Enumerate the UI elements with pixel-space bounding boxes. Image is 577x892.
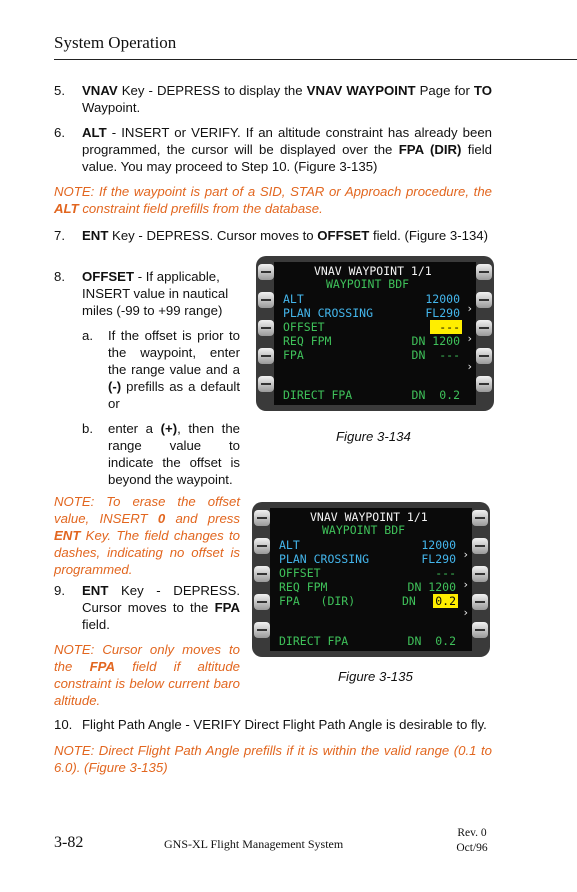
header-rule: [54, 59, 577, 60]
alt-label: ALT: [279, 538, 300, 552]
step-number: 10.: [54, 717, 73, 732]
fpa-dir-label: FPA (DIR): [279, 594, 356, 608]
chevron-right-icon: ›: [462, 548, 469, 561]
chevron-right-icon: ›: [466, 360, 473, 373]
fms-display-fig134: [256, 256, 494, 411]
note-erase-offset: NOTE: To erase the offset value, INSERT 0 and press ENT Key. The field changes to dashes, indicating no offset is programmed.: [54, 494, 240, 577]
revision-date: Oct/96: [456, 842, 488, 854]
note-dfpa-prefill: NOTE: Direct Flight Path Angle prefills if it is within the valid range (0.1 to 6.0). (Figure 3-135): [54, 743, 492, 775]
line-select-key[interactable]: [476, 348, 492, 364]
line-select-key[interactable]: [472, 594, 488, 610]
sub-letter: b.: [82, 421, 93, 436]
step-text: ENT Key - DEPRESS. Cursor moves to the FPA field.: [82, 583, 240, 632]
offset-label: OFFSET: [283, 320, 325, 334]
revision-info: [450, 826, 494, 856]
fms-display-fig135: [252, 502, 490, 657]
figure-caption-134: Figure 3-134: [336, 429, 411, 444]
page-subtitle: WAYPOINT BDF: [326, 277, 410, 291]
chevron-right-icon: ›: [462, 606, 469, 619]
step-number: 5.: [54, 83, 65, 98]
direct-fpa-value: DN 0.2: [411, 388, 460, 402]
document-title: GNS-XL Flight Management System: [164, 837, 344, 851]
offset-value-cursor[interactable]: ---: [430, 320, 462, 334]
line-select-key[interactable]: [254, 510, 270, 526]
revision: Rev. 0: [457, 827, 487, 839]
line-select-key[interactable]: [258, 376, 274, 392]
plan-crossing-value: FL290: [425, 306, 460, 320]
line-select-key[interactable]: [258, 320, 274, 336]
line-select-key[interactable]: [254, 622, 270, 638]
alt-label: ALT: [283, 292, 304, 306]
chevron-right-icon: ›: [462, 578, 469, 591]
line-select-key[interactable]: [258, 348, 274, 364]
fpa-direction: DN: [402, 594, 416, 608]
page-number: 3-82: [54, 834, 84, 851]
plan-crossing-label: PLAN CROSSING: [283, 306, 374, 320]
page-subtitle: WAYPOINT BDF: [322, 523, 406, 537]
step-number: 8.: [54, 269, 65, 284]
fpa-label: FPA: [283, 348, 304, 362]
offset-label: OFFSET: [279, 566, 321, 580]
direct-fpa-label: DIRECT FPA: [279, 634, 349, 648]
fpa-value-cursor[interactable]: 0.2: [435, 594, 456, 608]
page-header-title: System Operation: [54, 33, 177, 52]
line-select-key[interactable]: [472, 622, 488, 638]
req-fpm-value: DN 1200: [411, 334, 460, 348]
chevron-right-icon: ›: [466, 332, 473, 345]
alt-value: 12000: [421, 538, 456, 552]
sub-text: enter a (+), then the range value to indicate the offset is beyond the waypoint.: [108, 421, 240, 487]
step-text: OFFSET - If applicable, INSERT value in nautical miles (-99 to +99 range): [82, 269, 229, 318]
chevron-right-icon: ›: [466, 302, 473, 315]
line-select-key[interactable]: [472, 566, 488, 582]
direct-fpa-label: DIRECT FPA: [283, 388, 353, 402]
offset-value: ---: [435, 566, 456, 580]
step-text: VNAV Key - DEPRESS to display the VNAV WAYPOINT Page for TO Waypoint.: [82, 83, 492, 115]
sub-text: If the offset is prior to the waypoint, enter the range value and a (-) prefills as a default or: [108, 328, 240, 411]
step-number: 9.: [54, 583, 65, 598]
fpa-value: DN ---: [411, 348, 460, 362]
line-select-key[interactable]: [476, 376, 492, 392]
line-select-key[interactable]: [476, 292, 492, 308]
sub-letter: a.: [82, 328, 93, 343]
line-select-key[interactable]: [472, 538, 488, 554]
step-text: Flight Path Angle - VERIFY Direct Flight Path Angle is desirable to fly.: [82, 717, 487, 732]
step-text: ENT Key - DEPRESS. Cursor moves to OFFSET field. (Figure 3-134): [82, 228, 489, 243]
req-fpm-label: REQ FPM: [283, 334, 332, 348]
line-select-key[interactable]: [472, 510, 488, 526]
fms-screen: [270, 508, 472, 651]
line-select-key[interactable]: [258, 292, 274, 308]
line-select-key[interactable]: [254, 538, 270, 554]
line-select-key[interactable]: [476, 264, 492, 280]
line-select-key[interactable]: [254, 594, 270, 610]
page-title: VNAV WAYPOINT 1/1: [314, 264, 432, 278]
req-fpm-label: REQ FPM: [279, 580, 328, 594]
step-text: ALT - INSERT or VERIFY. If an altitude constraint has already been programmed, the cursor will be displayed over the FPA (DIR) field value. You may proceed to Step 10. (Figure 3-135): [82, 125, 492, 174]
fms-screen: [274, 262, 476, 405]
step-number: 7.: [54, 228, 65, 243]
note-cursor-fpa: NOTE: Cursor only moves to the FPA field if altitude constraint is below current baro altitude.: [54, 642, 240, 708]
note-alt-prefill: NOTE: If the waypoint is part of a SID, STAR or Approach procedure, the ALT constraint field prefills from the database.: [54, 184, 492, 216]
direct-fpa-value: DN 0.2: [407, 634, 456, 648]
req-fpm-value: DN 1200: [407, 580, 456, 594]
page-title: VNAV WAYPOINT 1/1: [310, 510, 428, 524]
plan-crossing-value: FL290: [421, 552, 456, 566]
figure-caption-135: Figure 3-135: [338, 669, 413, 684]
line-select-key[interactable]: [476, 320, 492, 336]
alt-value: 12000: [425, 292, 460, 306]
line-select-key[interactable]: [254, 566, 270, 582]
line-select-key[interactable]: [258, 264, 274, 280]
step-number: 6.: [54, 125, 65, 140]
plan-crossing-label: PLAN CROSSING: [279, 552, 370, 566]
